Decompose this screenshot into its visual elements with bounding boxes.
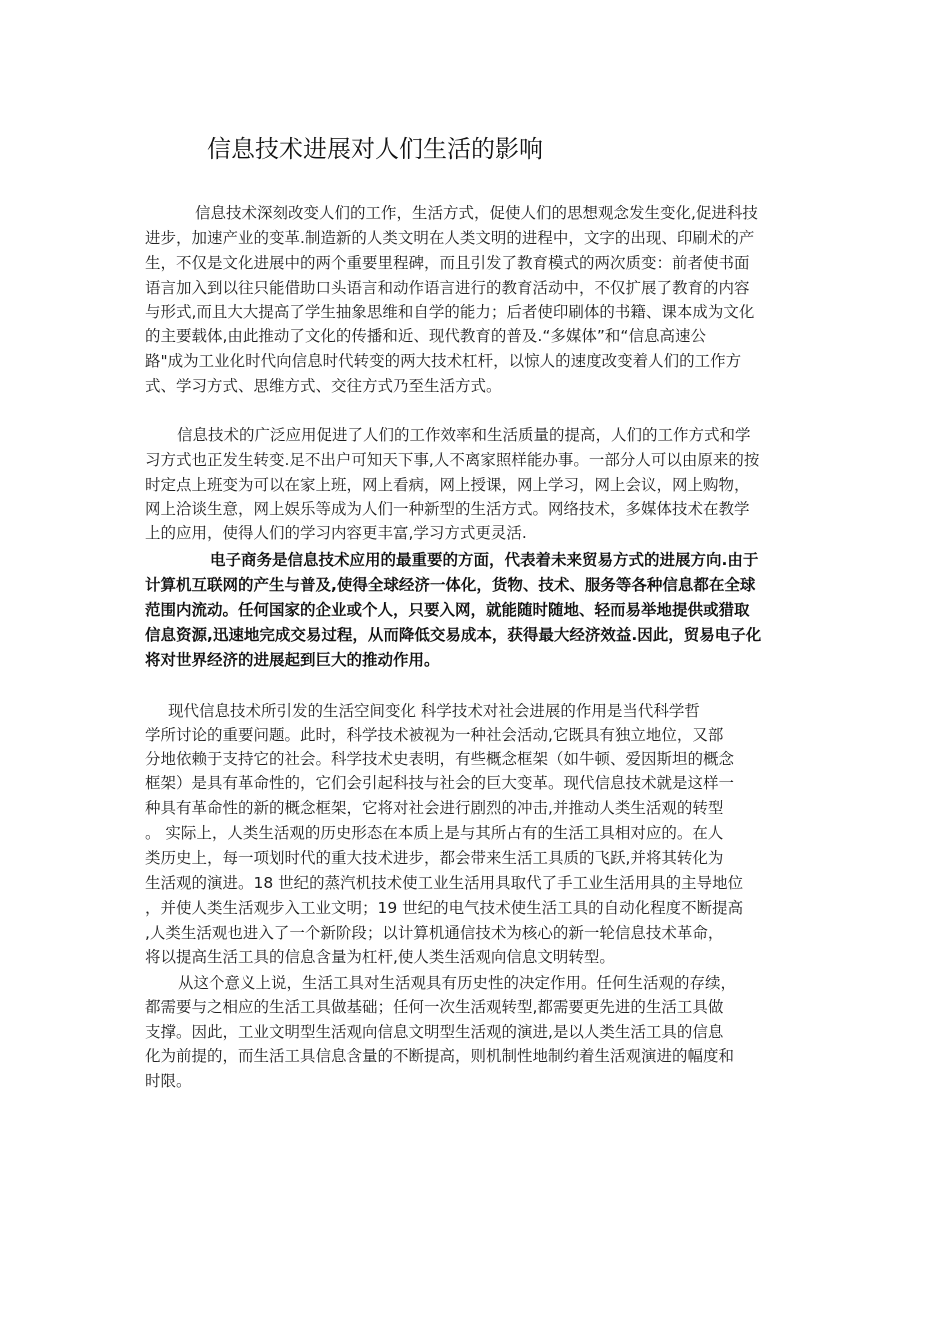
paragraph-line: 网上洽谈生意，网上娱乐等成为人们一种新型的生活方式。网络技术，多媒体技术在教学	[145, 500, 750, 518]
paragraph-line: ,人类生活观也进入了一个新阶段；以计算机通信技术为核心的新一轮信息技术革命，	[145, 924, 724, 942]
paragraph-line: 框架）是具有革命性的，它们会引起科技与社会的巨大变革。现代信息技术就是这样一	[145, 774, 735, 792]
paragraph-line: 进步，加速产业的变革.制造新的人类文明在人类文明的进程中，文字的出现、印刷术的产	[145, 229, 755, 247]
document-title: 信息技术进展对人们生活的影响	[207, 135, 543, 163]
paragraph-line: 将以提高生活工具的信息含量为杠杆,使人类生活观向信息文明转型。	[145, 948, 615, 966]
paragraph-line: 都需要与之相应的生活工具做基础；任何一次生活观转型,都需要更先进的生活工具做	[145, 998, 724, 1016]
paragraph-line: 计算机互联网的产生与普及,使得全球经济一体化，货物、技术、服务等各种信息都在全球	[145, 576, 756, 594]
paragraph-line: 类历史上，每一项划时代的重大技术进步，都会带来生活工具质的飞跃,并将其转化为	[145, 849, 724, 867]
paragraph-line: 生，不仅是文化进展中的两个重要里程碑，而且引发了教育模式的两次质变：前者使书面	[145, 254, 750, 272]
paragraph-line: 生活观的演进。18 世纪的蒸汽机技术使工业生活用具取代了手工业生活用具的主导地位	[145, 874, 744, 892]
paragraph-line: 与形式,而且大大提高了学生抽象思维和自学的能力；后者使印刷体的书籍、课本成为文化	[145, 303, 755, 321]
paragraph-line: 时定点上班变为可以在家上班，网上看病，网上授课，网上学习，网上会议，网上购物，	[145, 476, 750, 494]
paragraph-line: 。 实际上，人类生活观的历史形态在本质上是与其所占有的生活工具相对应的。在人	[145, 824, 724, 842]
paragraph-line: 支撑。因此，工业文明型生活观向信息文明型生活观的演进,是以人类生活工具的信息	[145, 1023, 724, 1041]
paragraph-line: 语言加入到以往只能借助口头语言和动作语言进行的教育活动中，不仅扩展了教育的内容	[145, 279, 750, 297]
paragraph-line: 信息技术深刻改变人们的工作，生活方式，促使人们的思想观念发生变化,促进科技	[195, 204, 758, 222]
paragraph-line: 从这个意义上说，生活工具对生活观具有历史性的决定作用。任何生活观的存续，	[178, 974, 737, 992]
paragraph-line: 范围内流动。任何国家的企业或个人，只要入网，就能随时随地、轻而易举地提供或猎取	[145, 601, 750, 619]
paragraph-line: 路"成为工业化时代向信息时代转变的两大技术杠杆，以惊人的速度改变着人们的工作方	[145, 352, 742, 370]
paragraph-line: 的主要载体,由此推动了文化的传播和近、现代教育的普及.“多媒体”和“信息高速公	[145, 327, 706, 345]
paragraph-line: 化为前提的，而生活工具信息含量的不断提高，则机制性地制约着生活观演进的幅度和	[145, 1047, 735, 1065]
paragraph-line: 信息资源,迅速地完成交易过程，从而降低交易成本，获得最大经济效益.因此，贸易电子化	[145, 626, 762, 644]
paragraph-line: 习方式也正发生转变.足不出户可知天下事,人不离家照样能办事。一部分人可以由原来的按	[145, 451, 760, 469]
paragraph-line: 电子商务是信息技术应用的最重要的方面，代表着未来贸易方式的进展方向.由于	[210, 551, 759, 569]
paragraph-line: 将对世界经济的进展起到巨大的推动作用。	[145, 651, 440, 669]
paragraph-line: 时限。	[145, 1072, 192, 1090]
paragraph-line: 种具有革命性的新的概念框架，它将对社会进行剧烈的冲击,并推动人类生活观的转型	[145, 799, 724, 817]
paragraph-line: 上的应用，使得人们的学习内容更丰富,学习方式更灵活.	[145, 524, 527, 542]
paragraph-line: 分地依赖于支持它的社会。科学技术史表明，有些概念框架（如牛顿、爱因斯坦的概念	[145, 750, 735, 768]
paragraph-line: 现代信息技术所引发的生活空间变化 科学技术对社会进展的作用是当代科学哲	[168, 702, 700, 720]
paragraph-line: 学所讨论的重要问题。此时，科学技术被视为一种社会活动,它既具有独立地位，又部	[145, 726, 724, 744]
paragraph-line: 式、学习方式、思维方式、交往方式乃至生活方式。	[145, 377, 502, 395]
paragraph-line: ，并使人类生活观步入工业文明；19 世纪的电气技术使生活工具的自动化程度不断提高	[145, 899, 744, 917]
paragraph-line: 信息技术的广泛应用促进了人们的工作效率和生活质量的提高，人们的工作方式和学	[177, 426, 751, 444]
